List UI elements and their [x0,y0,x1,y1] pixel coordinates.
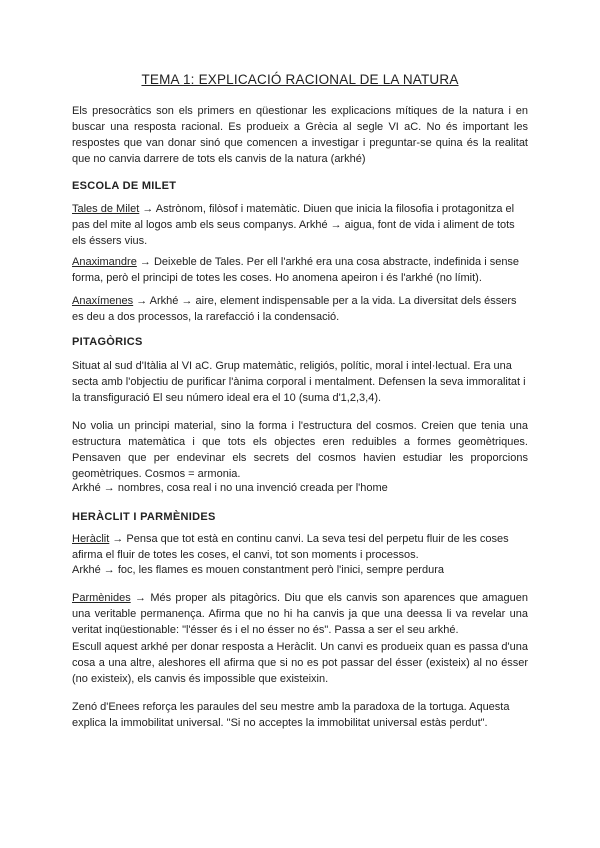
parmenides-description: → Més proper als pitagòrics. Diu que els canvis son aparences que amaguen una veritable permanença. Afirma que no hi ha canvis ja que una deessa li va revelar una veritat inqüestionable: "l'ésser és i el no ésser no és". Passa a ser el seu arkhé. [72,592,528,636]
term-heraclit: Heràclit [72,533,110,545]
term-parmenides: Parmènides [72,592,131,604]
heading-heraclit-i-parmenides: HERÀCLIT I PARMÈNIDES [72,511,216,523]
anaximandre-description: → Deixeble de Tales. Per ell l'arkhé era una cosa abstracte, indefinida i sense forma, però el principi de totes les coses. Ho anomena apeiron i és l'arkhé (no límit). [72,256,520,284]
page-title: TEMA 1: EXPLICACIÓ RACIONAL DE LA NATURA [141,72,459,87]
paragraph-anaximandre [72,254,528,286]
pitagorics-paragraph-1: Situat al sud d'Itàlia al VI aC. Grup matemàtic, religiós, polític, moral i intel·lectual. Era una secta amb l'objectiu de purificar l'ànima corporal i mentalment. Defensen la seva immoralitat i la transfiguració El seu número ideal era el 10 (suma d'1,2,3,4). [72,360,526,404]
paragraph-heraclit [72,531,528,563]
tales-description: → Astrònom, filòsof i matemàtic. Diuen que inicia la filosofia i protagonitza el pas del mite al logos amb els seus companys. Arkhé → aigua, font de vida i aliment de tots els éssers vius. [72,203,515,247]
heraclit-description: → Pensa que tot està en continu canvi. La seva tesi del perpetu fluir de les coses afirma el fluir de totes les coses, el canvi, tot son moments i processos. [72,533,509,561]
heraclit-arkhe-line: Arkhé → foc, les flames es mouen constantment però l'inici, sempre perdura [72,564,444,576]
pitagorics-arkhe-line: Arkhé → nombres, cosa real i no una invenció creada per l'home [72,482,388,494]
pitagorics-paragraph-2: No volia un principi material, sino la forma i l'estructura del cosmos. Creien que tenia una estructura matemàtica i que tots els objectes eren reduibles a formes geomètriques. Pensaven que per endevinar els secrets del cosmos havien estudiar les proporcions geomètriques. Cosmos = armonia. [72,420,528,480]
heading-escola-de-milet: ESCOLA DE MILET [72,180,177,192]
term-anaximandre: Anaximandre [72,256,137,268]
paragraph-escull-arkhe: Escull aquest arkhé per donar resposta a Heràclit. Un canvi es produeix quan es passa d'una cosa a una altre, aleshores ell afirma que si no es pot passar del ésser (existeix) al no ésser (no existeix), els canvis és impossible que existeixin. [72,641,528,685]
paragraph-parmenides [72,590,528,638]
term-tales-de-milet: Tales de Milet [72,203,140,215]
paragraph-tales [72,201,528,249]
intro-paragraph: Els presocràtics son els primers en qüestionar les explicacions mítiques de la natura i en buscar una resposta racional. Es produeix a Grècia al segle VI aC. No és important les respostes que van donar sinó que comencen a investigar i preguntar-se quina és la realitat que no canvia darrere de tots els canvis de la natura (arkhé) [72,105,528,165]
heading-pitagorics: PITAGÒRICS [72,336,143,348]
paragraph-zeno: Zenó d'Enees reforça les paraules del seu mestre amb la paradoxa de la tortuga. Aquesta explica la immobilitat universal. "Si no acceptes la immobilitat universal estàs perdut". [72,701,510,729]
anaximenes-description: → Arkhé → aire, element indispensable per a la vida. La diversitat dels éssers es deu a dos processos, la rarefacció i la condensació. [72,295,517,323]
paragraph-anaximenes [72,293,528,325]
term-anaximenes: Anaxímenes [72,295,134,307]
